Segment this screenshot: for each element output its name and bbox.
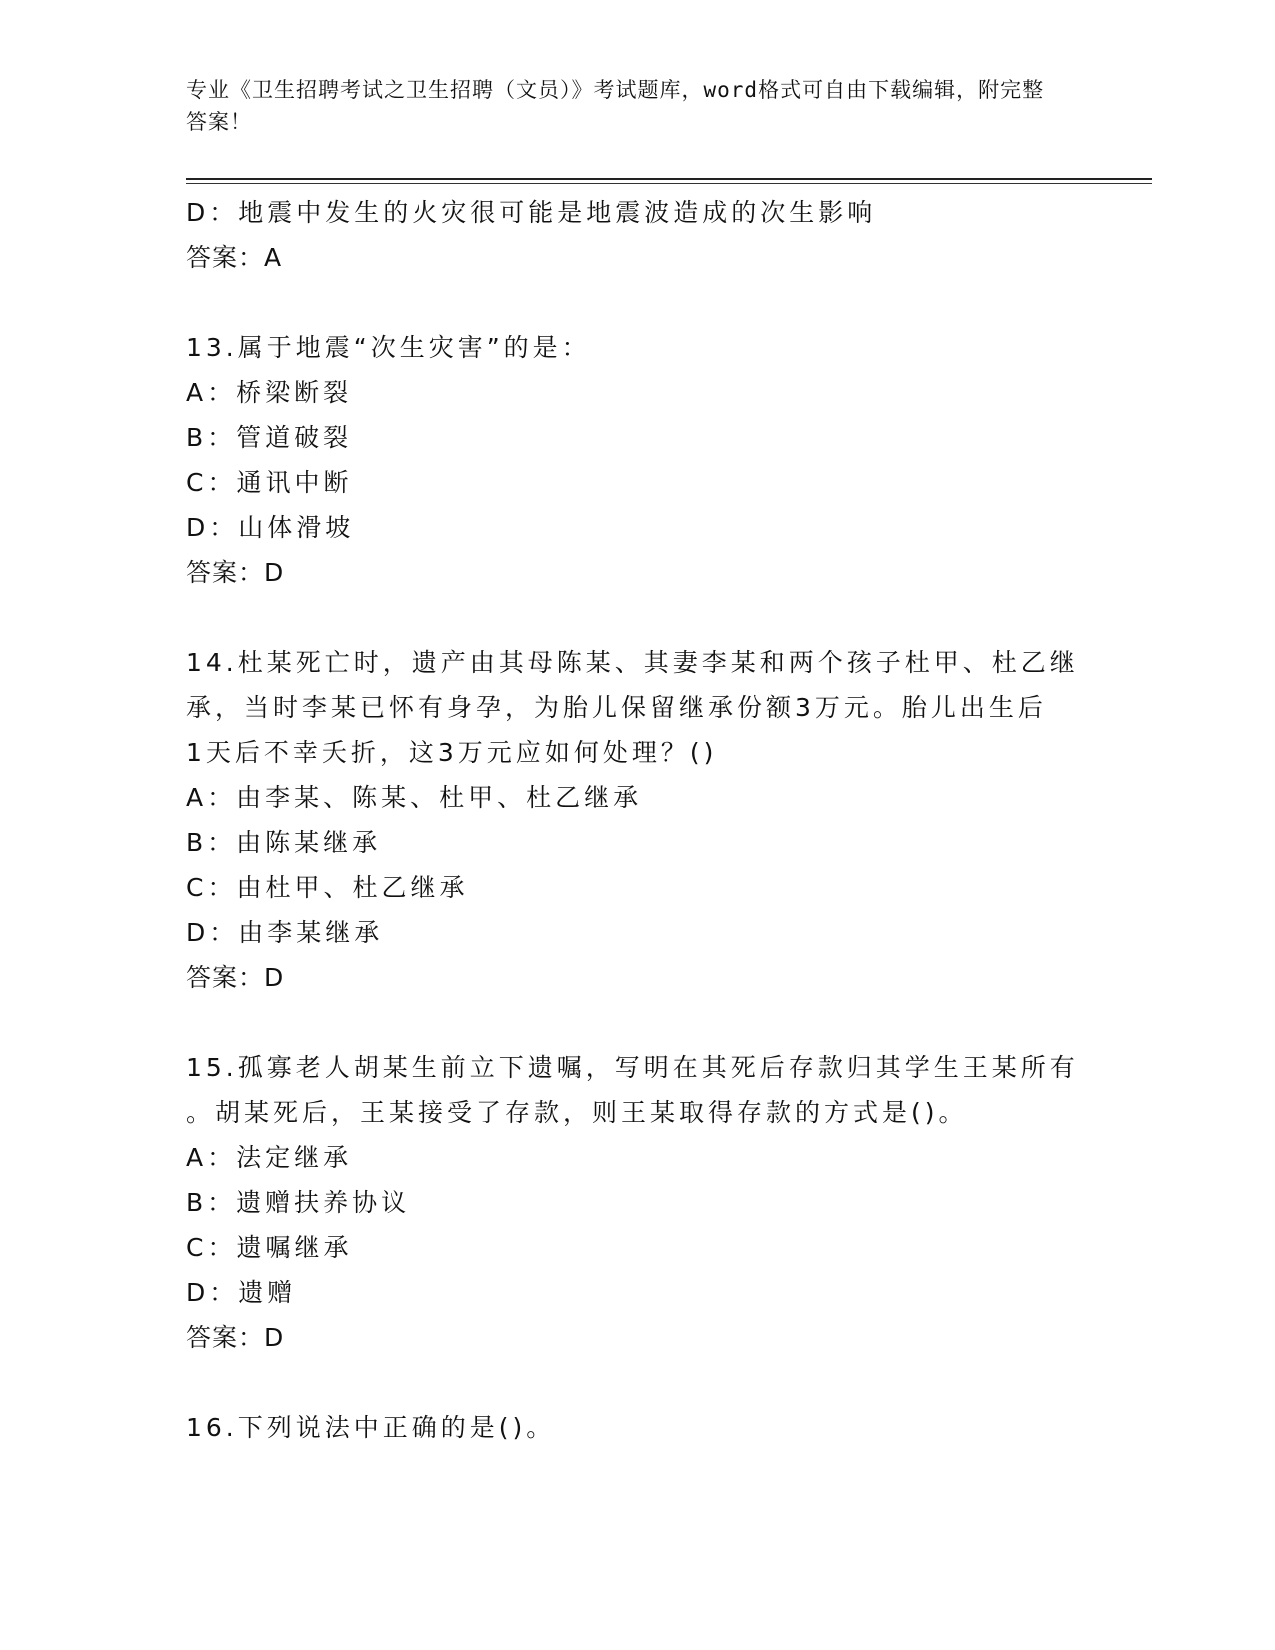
spacer — [186, 1000, 1086, 1045]
option-d: D：地震中发生的火灾很可能是地震波造成的次生影响 — [186, 198, 877, 227]
option-a: A：法定继承 — [186, 1143, 353, 1172]
option-d: D：由李某继承 — [186, 918, 384, 947]
question-stem: 。胡某死后，王某接受了存款，则王某取得存款的方式是()。 — [186, 1098, 968, 1127]
spacer — [186, 595, 1086, 640]
question-stem: 16.下列说法中正确的是()。 — [186, 1413, 556, 1442]
option-c: C：由杜甲、杜乙继承 — [186, 873, 469, 902]
header-divider — [186, 178, 1152, 180]
question-stem: 15.孤寡老人胡某生前立下遗嘱，写明在其死后存款归其学生王某所有 — [186, 1053, 1079, 1082]
question-stem: 1天后不幸夭折，这3万元应如何处理？() — [186, 738, 718, 767]
option-b: B：管道破裂 — [186, 423, 353, 452]
option-d: D：山体滑坡 — [186, 513, 355, 542]
option-d: D：遗赠 — [186, 1278, 297, 1307]
header-note: 专业《卫生招聘考试之卫生招聘（文员）》考试题库，word格式可自由下载编辑，附完整答案！ — [186, 78, 1045, 134]
option-a: A：桥梁断裂 — [186, 378, 353, 407]
answer: 答案：A — [186, 243, 283, 272]
answer: 答案：D — [186, 963, 285, 992]
answer: 答案：D — [186, 1323, 285, 1352]
spacer — [186, 280, 1086, 325]
spacer — [186, 1360, 1086, 1405]
option-a: A：由李某、陈某、杜甲、杜乙继承 — [186, 783, 643, 812]
header-divider-thin — [186, 183, 1152, 184]
option-b: B：由陈某继承 — [186, 828, 382, 857]
question-stem: 14.杜某死亡时，遗产由其母陈某、其妻李某和两个孩子杜甲、杜乙继 — [186, 648, 1079, 677]
option-c: C：遗嘱继承 — [186, 1233, 353, 1262]
question-stem: 承，当时李某已怀有身孕，为胎儿保留继承份额3万元。胎儿出生后 — [186, 693, 1047, 722]
question-content — [186, 190, 1086, 1450]
option-b: B：遗赠扶养协议 — [186, 1188, 411, 1217]
question-stem: 13.属于地震“次生灾害”的是： — [186, 333, 591, 362]
answer: 答案：D — [186, 558, 285, 587]
option-c: C：通讯中断 — [186, 468, 353, 497]
